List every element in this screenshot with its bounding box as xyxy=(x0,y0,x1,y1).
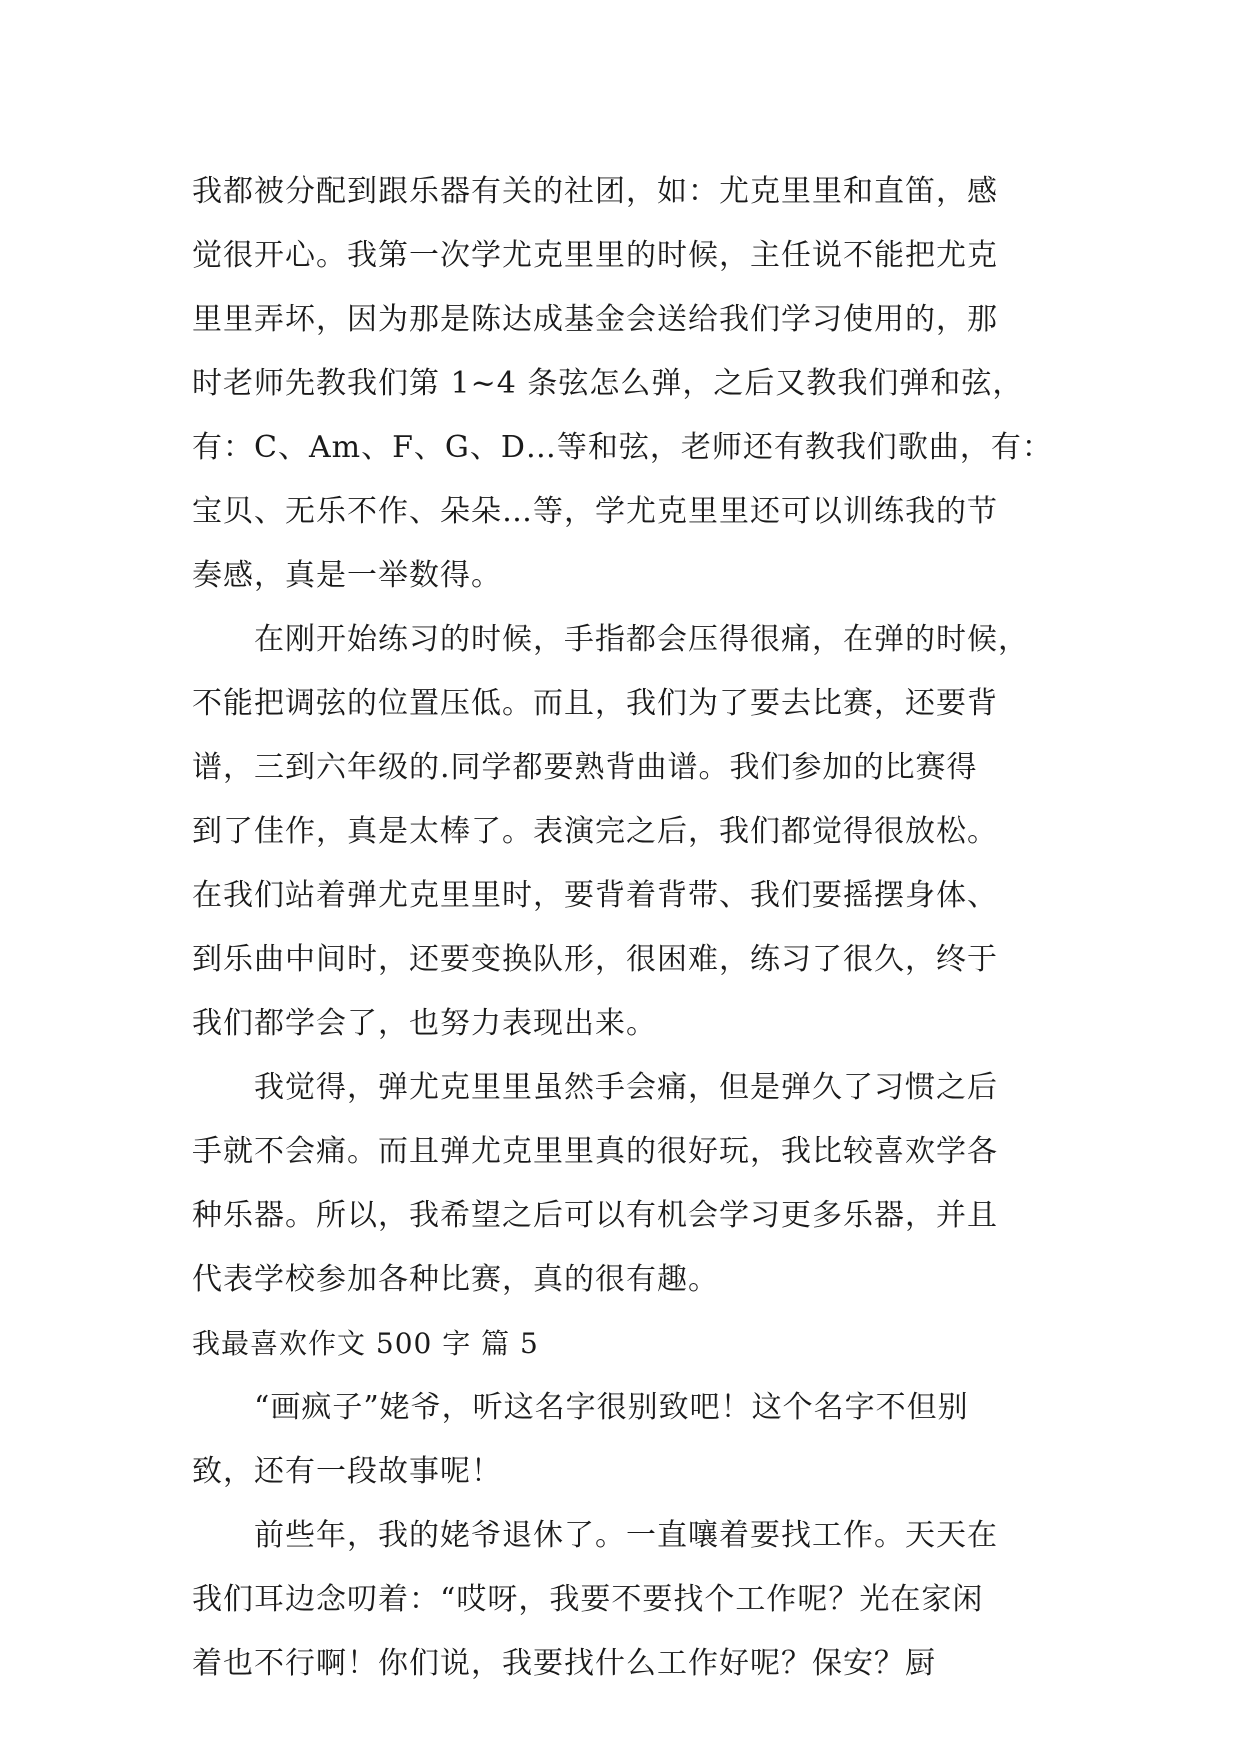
text-line: 我都被分配到跟乐器有关的社团，如：尤克里里和直笛，感 xyxy=(192,174,998,209)
document-body xyxy=(192,160,1052,1696)
text-line: 手就不会痛。而且弹尤克里里真的很好玩，我比较喜欢学各 xyxy=(192,1134,998,1169)
section-heading: 我最喜欢作文 500 字 篇 5 xyxy=(192,1327,539,1360)
text-line: 到乐曲中间时，还要变换队形，很困难，练习了很久，终于 xyxy=(192,942,998,977)
text-line: 觉很开心。我第一次学尤克里里的时候，主任说不能把尤克 xyxy=(192,238,998,273)
text-line: 我们都学会了，也努力表现出来。 xyxy=(192,1006,657,1041)
text-line: 着也不行啊！你们说，我要找什么工作好呢？保安？厨 xyxy=(192,1646,936,1681)
paragraph-first-line: 我觉得，弹尤克里里虽然手会痛，但是弹久了习惯之后 xyxy=(254,1070,998,1105)
text-line: 代表学校参加各种比赛，真的很有趣。 xyxy=(192,1262,719,1297)
text-line: 谱，三到六年级的.同学都要熟背曲谱。我们参加的比赛得 xyxy=(192,750,978,785)
text-line: 有：C、Am、F、G、D…等和弦，老师还有教我们歌曲，有： xyxy=(192,430,1053,465)
text-line: 在我们站着弹尤克里里时，要背着背带、我们要摇摆身体、 xyxy=(192,878,998,913)
text-line: 致，还有一段故事呢！ xyxy=(192,1454,502,1489)
text-line: 奏感，真是一举数得。 xyxy=(192,558,502,593)
text-line: 时老师先教我们第 1~4 条弦怎么弹，之后又教我们弹和弦， xyxy=(192,366,1024,401)
paragraph-first-line: 前些年，我的姥爷退休了。一直嚷着要找工作。天天在 xyxy=(254,1518,998,1553)
text-line: 宝贝、无乐不作、朵朵…等，学尤克里里还可以训练我的节 xyxy=(192,494,998,529)
paragraph-first-line: 在刚开始练习的时候，手指都会压得很痛，在弹的时候， xyxy=(254,622,1029,657)
paragraph-first-line: “画疯子”姥爷，听这名字很别致吧！这个名字不但别 xyxy=(254,1390,969,1425)
text-line: 我们耳边念叨着：“哎呀，我要不要找个工作呢？光在家闲 xyxy=(192,1582,984,1617)
text-line: 种乐器。所以，我希望之后可以有机会学习更多乐器，并且 xyxy=(192,1198,998,1233)
text-line: 不能把调弦的位置压低。而且，我们为了要去比赛，还要背 xyxy=(192,686,998,721)
text-line: 里里弄坏，因为那是陈达成基金会送给我们学习使用的，那 xyxy=(192,302,998,337)
text-line: 到了佳作，真是太棒了。表演完之后，我们都觉得很放松。 xyxy=(192,814,998,849)
